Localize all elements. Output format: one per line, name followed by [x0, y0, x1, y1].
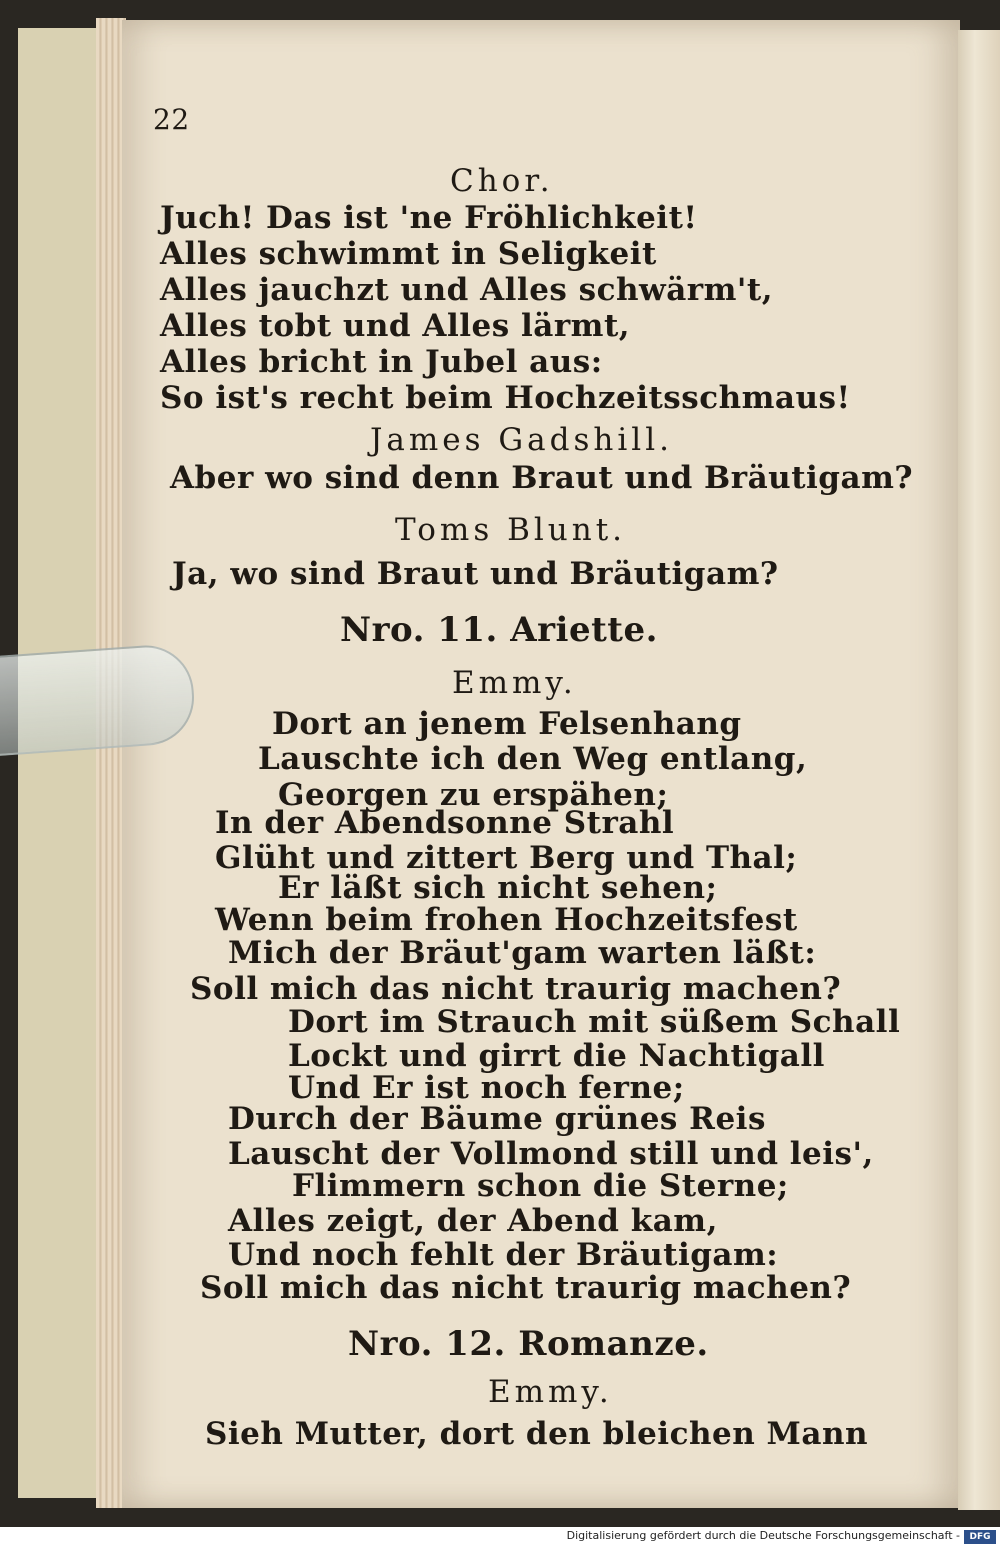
verse-line: Alles bricht in Jubel aus: — [160, 344, 603, 380]
dfg-logo: DFG — [964, 1530, 996, 1544]
funding-credit: Digitalisierung gefördert durch die Deutsche Forschungsgemeinschaft - — [566, 1529, 960, 1542]
section-heading: Nro. 11. Ariette. — [340, 610, 658, 650]
dialogue-line: Aber wo sind denn Braut und Bräutigam? — [170, 460, 914, 496]
verse-line: Alles zeigt, der Abend kam, — [228, 1203, 718, 1239]
verse-line: Alles jauchzt und Alles schwärm't, — [160, 272, 774, 308]
verse-line: Durch der Bäume grünes Reis — [228, 1101, 766, 1137]
verse-line: Mich der Bräut'gam warten läßt: — [228, 935, 817, 971]
verse-line: Wenn beim frohen Hochzeitsfest — [215, 902, 798, 938]
speaker-label: Emmy. — [452, 665, 577, 701]
verse-line: Sieh Mutter, dort den bleichen Mann — [205, 1416, 869, 1452]
verse-line: In der Abendsonne Strahl — [215, 805, 675, 841]
verse-line: Flimmern schon die Sterne; — [292, 1168, 789, 1204]
verse-line: Er läßt sich nicht sehen; — [278, 870, 718, 906]
verse-line: So ist's recht beim Hochzeitsschmaus! — [160, 380, 851, 416]
verse-line: Soll mich das nicht traurig machen? — [200, 1270, 852, 1306]
verse-line: Und Er ist noch ferne; — [288, 1070, 685, 1106]
verse-line: Glüht und zittert Berg und Thal; — [215, 840, 798, 876]
digitization-footer — [0, 1527, 1000, 1547]
speaker-label: Emmy. — [488, 1374, 613, 1410]
verse-line: Alles schwimmt in Seligkeit — [160, 236, 657, 272]
verse-line: Juch! Das ist 'ne Fröhlichkeit! — [160, 200, 698, 236]
verse-line: Soll mich das nicht traurig machen? — [190, 971, 842, 1007]
speaker-label: Toms Blunt. — [395, 512, 627, 548]
section-heading: Nro. 12. Romanze. — [348, 1324, 709, 1364]
verse-line: Dort an jenem Felsenhang — [272, 706, 742, 742]
verse-line: Alles tobt und Alles lärmt, — [160, 308, 631, 344]
verse-line: Lauschte ich den Weg entlang, — [258, 741, 808, 777]
dialogue-line: Ja, wo sind Braut und Bräutigam? — [172, 556, 779, 592]
page-number: 22 — [153, 103, 190, 136]
verse-line: Und noch fehlt der Bräutigam: — [228, 1237, 779, 1273]
verse-line: Lauscht der Vollmond still und leis', — [228, 1136, 874, 1172]
verse-line: Lockt und girrt die Nachtigall — [288, 1038, 825, 1074]
verse-line: Georgen zu erspähen; — [278, 777, 669, 813]
speaker-label: Chor. — [450, 163, 554, 199]
verse-line: Dort im Strauch mit süßem Schall — [288, 1004, 901, 1040]
speaker-label: James Gadshill. — [370, 422, 673, 458]
